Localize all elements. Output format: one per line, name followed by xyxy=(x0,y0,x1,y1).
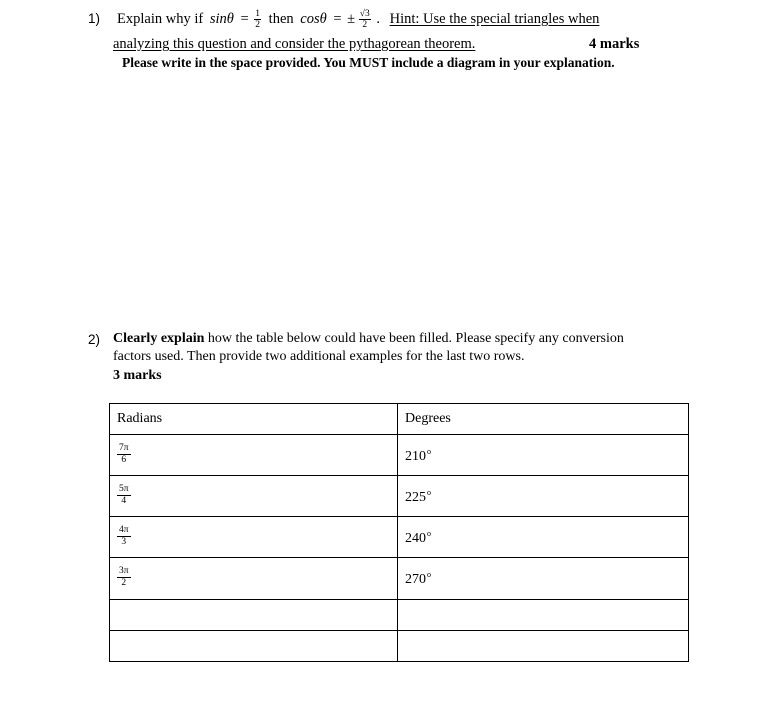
degrees-cell-empty xyxy=(398,631,689,662)
table-row-empty xyxy=(110,631,689,662)
root3-denominator: 2 xyxy=(362,20,368,30)
degrees-number: 240 xyxy=(405,531,426,546)
question-1-line-1 xyxy=(117,9,599,30)
degrees-cell xyxy=(398,517,689,558)
table-header-row xyxy=(110,404,689,435)
root3-numerator: √3 xyxy=(359,9,370,19)
radians-cell xyxy=(110,476,398,517)
radians-denominator: 4 xyxy=(121,496,127,506)
radians-numerator: 3π xyxy=(119,566,129,576)
radians-denominator: 3 xyxy=(121,537,127,547)
question-2-bold-lead: Clearly explain xyxy=(113,331,205,346)
question-1-instruction: Please write in the space provided. You MUST include a diagram in your explanation. xyxy=(122,55,615,70)
question-2-marks: 3 marks xyxy=(113,368,162,383)
one-half-denominator: 2 xyxy=(255,20,261,30)
header-radians: Radians xyxy=(110,404,398,435)
degrees-number: 270 xyxy=(405,572,426,587)
degree-symbol: o xyxy=(427,488,431,497)
conversion-table xyxy=(109,403,689,662)
radians-numerator: 4π xyxy=(119,525,129,535)
degrees-cell xyxy=(398,435,689,476)
radians-cell-empty xyxy=(110,600,398,631)
degrees-cell xyxy=(398,558,689,600)
plus-minus-sign: ± xyxy=(347,10,356,27)
question-2-line-1-rest: how the table below could have been filled. Please specify any conversion xyxy=(207,331,624,346)
radians-denominator: 6 xyxy=(121,455,127,465)
hint-part-2: analyzing this question and consider the pythagorean theorem. xyxy=(113,36,476,52)
degrees-value xyxy=(405,566,431,589)
one-half-fraction xyxy=(254,9,261,30)
degrees-cell xyxy=(398,476,689,517)
question-1-marks: 4 marks xyxy=(589,36,640,52)
question-2-number: 2) xyxy=(88,332,101,347)
degree-symbol: o xyxy=(427,570,431,579)
radians-numerator: 5π xyxy=(119,484,129,494)
cos-expression: cosθ xyxy=(300,10,327,27)
degrees-value xyxy=(405,484,431,507)
one-half-numerator: 1 xyxy=(255,9,261,19)
degrees-cell-empty xyxy=(398,600,689,631)
degree-symbol: o xyxy=(427,529,431,538)
radians-fraction xyxy=(117,443,131,466)
radians-cell xyxy=(110,435,398,476)
radians-fraction xyxy=(117,566,131,589)
radians-cell xyxy=(110,517,398,558)
sin-expression: sinθ xyxy=(209,10,234,27)
header-degrees: Degrees xyxy=(398,404,689,435)
radians-fraction xyxy=(117,525,131,548)
table-row xyxy=(110,517,689,558)
radians-fraction xyxy=(117,484,131,507)
root3-over-2-fraction xyxy=(359,9,371,30)
question-1-number: 1) xyxy=(88,11,101,26)
table-row xyxy=(110,476,689,517)
question-1-lead: Explain why if xyxy=(117,10,204,27)
degrees-value xyxy=(405,443,431,466)
degrees-value xyxy=(405,525,431,548)
radians-numerator: 7π xyxy=(119,443,129,453)
degrees-number: 225 xyxy=(405,490,426,505)
hint-part-1: Hint: Use the special triangles when xyxy=(389,10,600,27)
equals-sign: = xyxy=(240,10,249,27)
table-row xyxy=(110,558,689,600)
question-2-line-2: factors used. Then provide two additional examples for the last two rows. xyxy=(113,349,525,364)
radians-cell xyxy=(110,558,398,600)
table-row xyxy=(110,435,689,476)
period: . xyxy=(376,10,380,27)
radians-cell-empty xyxy=(110,631,398,662)
degree-symbol: o xyxy=(427,447,431,456)
degrees-number: 210 xyxy=(405,449,426,464)
question-2-line-1 xyxy=(113,330,624,348)
radians-denominator: 2 xyxy=(121,578,127,588)
table-row-empty xyxy=(110,600,689,631)
then-word: then xyxy=(268,10,294,27)
equals-sign-2: = xyxy=(333,10,342,27)
